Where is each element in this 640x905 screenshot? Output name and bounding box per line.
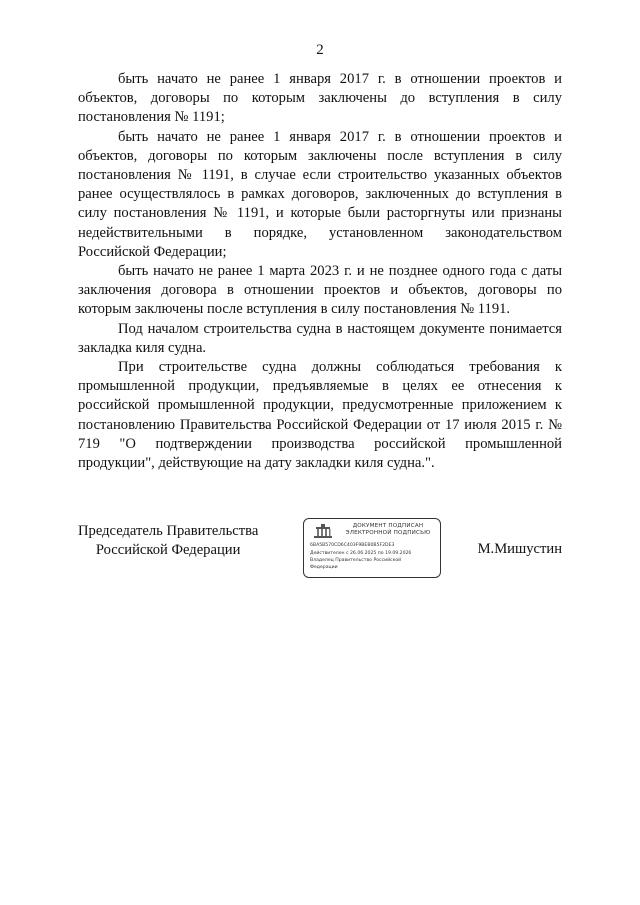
stamp-owner-line-2: Федерации (310, 565, 338, 570)
signer-name: М.Мишустин (477, 541, 562, 557)
stamp-header (340, 523, 436, 537)
paragraph-4: Под началом строительства судна в настоящем документе понимается закладка киля судна. (78, 320, 562, 356)
signer-title-line-2: Российской Федерации (95, 542, 241, 558)
paragraph-2: быть начато не ранее 1 января 2017 г. в отношении проектов и объектов, договоры по которым заключены после вступления в силу постановления № 1191, в случае если строительство указанных объектов ранее осуществлялось в рамках договоров, заключенных до вступления в силу постановления № 1191, и которые были расторгнуты или признаны недействительными в порядке, установленном законодательством Российской Федерации; (78, 128, 562, 260)
stamp-header-line-1: ДОКУМЕНТ ПОДПИСАН (352, 523, 424, 529)
page-number: 2 (316, 42, 324, 58)
signer-title-line-1: Председатель Правительства (78, 523, 259, 539)
stamp-certificate: 6BA5B570CD6C403F9BEB0B5F2DE3 (310, 543, 395, 548)
stamp-validity: Действителен с 26.06.2025 по 19.09.2026 (310, 551, 412, 556)
stamp-owner-line-1: Владелец Правительство Российской (310, 558, 402, 563)
paragraph-1: быть начато не ранее 1 января 2017 г. в отношении проектов и объектов, договоры по которым заключены до вступления в силу постановления № 1191; (78, 71, 562, 126)
electronic-signature-stamp (303, 518, 441, 578)
signature-block (78, 518, 562, 588)
document-body (78, 70, 562, 473)
stamp-header-line-2: ЭЛЕКТРОННОЙ ПОДПИСЬЮ (345, 530, 431, 536)
paragraph-5: При строительстве судна должны соблюдаться требования к промышленной продукции, предъявляемые в целях ее отнесения к российской промышленной продукции, предусмотренные приложением к постановлению Правительства Российской Федерации от 17 июля 2015 г. № 719 "О подтверждении производства российской промышленной продукции", действующие на дату закладки киля судна.". (78, 359, 562, 472)
government-building-icon (312, 523, 334, 539)
signer-title (78, 522, 258, 560)
paragraph-3: быть начато не ранее 1 марта 2023 г. и не позднее одного года с даты заключения договора в отношении проектов и объектов, договоры по которым заключены после вступления в силу постановления № 1191. (78, 263, 562, 318)
